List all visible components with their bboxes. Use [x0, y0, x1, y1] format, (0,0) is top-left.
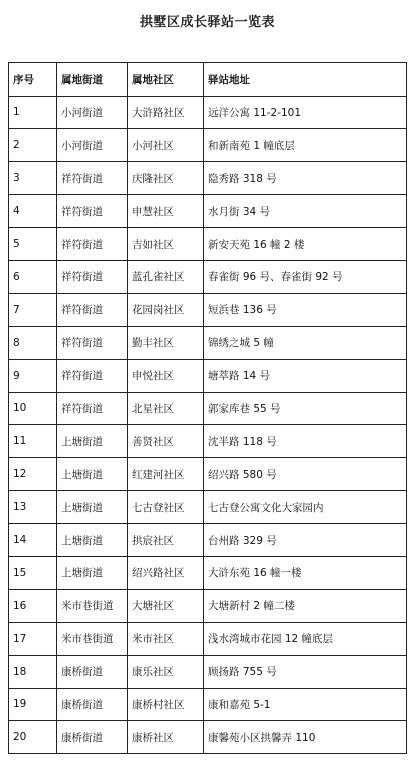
cell-address: 短浜巷 136 号: [204, 293, 407, 326]
cell-index: 15: [9, 556, 57, 589]
cell-community: 红建河社区: [128, 458, 204, 491]
cell-index: 13: [9, 491, 57, 524]
cell-street: 上塘街道: [57, 491, 128, 524]
station-table: [8, 62, 407, 754]
cell-index: 6: [9, 260, 57, 293]
cell-community: 绍兴路社区: [128, 556, 204, 589]
cell-street: 祥符街道: [57, 162, 128, 195]
cell-address: 台州路 329 号: [204, 524, 407, 557]
cell-community: 七古登社区: [128, 491, 204, 524]
table-body: [9, 96, 407, 754]
cell-community: 康桥社区: [128, 721, 204, 754]
cell-community: 花园岗社区: [128, 293, 204, 326]
table-row: [9, 688, 407, 721]
document-title: 拱墅区成长驿站一览表: [139, 15, 275, 30]
table-row: [9, 326, 407, 359]
table-row: [9, 556, 407, 589]
table-row: [9, 228, 407, 261]
cell-address: 春雀街 96 号、春雀街 92 号: [204, 260, 407, 293]
cell-street: 上塘街道: [57, 556, 128, 589]
cell-address: 浅水湾城市花园 12 幢底层: [204, 622, 407, 655]
cell-address: 郭家库巷 55 号: [204, 392, 407, 425]
table-row: [9, 162, 407, 195]
cell-community: 大塘社区: [128, 589, 204, 622]
table-row: [9, 524, 407, 557]
table-header-row: [9, 63, 407, 97]
cell-street: 康桥街道: [57, 688, 128, 721]
cell-index: 9: [9, 359, 57, 392]
cell-street: 上塘街道: [57, 458, 128, 491]
cell-index: 3: [9, 162, 57, 195]
cell-address: 康馨苑小区拱馨弄 110: [204, 721, 407, 754]
cell-index: 14: [9, 524, 57, 557]
table-row: [9, 359, 407, 392]
cell-address: 和新南苑 1 幢底层: [204, 129, 407, 162]
table-row: [9, 589, 407, 622]
cell-street: 祥符街道: [57, 195, 128, 228]
cell-community: 拱宸社区: [128, 524, 204, 557]
cell-community: 庆隆社区: [128, 162, 204, 195]
cell-street: 康桥街道: [57, 655, 128, 688]
cell-street: 祥符街道: [57, 392, 128, 425]
cell-address: 隐秀路 318 号: [204, 162, 407, 195]
cell-community: 康乐社区: [128, 655, 204, 688]
cell-street: 祥符街道: [57, 326, 128, 359]
header-index: 序号: [9, 63, 57, 97]
cell-index: 8: [9, 326, 57, 359]
cell-address: 绍兴路 580 号: [204, 458, 407, 491]
cell-address: 新安天苑 16 幢 2 楼: [204, 228, 407, 261]
cell-street: 祥符街道: [57, 359, 128, 392]
cell-index: 12: [9, 458, 57, 491]
cell-street: 上塘街道: [57, 524, 128, 557]
cell-street: 米市巷街道: [57, 589, 128, 622]
cell-community: 小河社区: [128, 129, 204, 162]
cell-street: 祥符街道: [57, 228, 128, 261]
table-row: [9, 458, 407, 491]
cell-index: 7: [9, 293, 57, 326]
cell-index: 20: [9, 721, 57, 754]
table-row: [9, 293, 407, 326]
header-address: 驿站地址: [204, 63, 407, 97]
table-row: [9, 721, 407, 754]
cell-address: 塘萃路 14 号: [204, 359, 407, 392]
cell-community: 蓝孔雀社区: [128, 260, 204, 293]
table-row: [9, 491, 407, 524]
table-row: [9, 129, 407, 162]
cell-address: 水月街 34 号: [204, 195, 407, 228]
cell-index: 1: [9, 96, 57, 129]
cell-street: 小河街道: [57, 96, 128, 129]
cell-address: 顾扬路 755 号: [204, 655, 407, 688]
cell-address: 七古登公寓文化大家园内: [204, 491, 407, 524]
cell-address: 康和嘉苑 5-1: [204, 688, 407, 721]
cell-community: 申悦社区: [128, 359, 204, 392]
cell-community: 北星社区: [128, 392, 204, 425]
cell-index: 16: [9, 589, 57, 622]
cell-address: 远洋公寓 11-2-101: [204, 96, 407, 129]
cell-address: 锦绣之城 5 幢: [204, 326, 407, 359]
table-row: [9, 622, 407, 655]
cell-community: 康桥村社区: [128, 688, 204, 721]
cell-community: 大浒路社区: [128, 96, 204, 129]
table-row: [9, 260, 407, 293]
cell-community: 勤丰社区: [128, 326, 204, 359]
cell-address: 大塘新村 2 幢二楼: [204, 589, 407, 622]
cell-index: 19: [9, 688, 57, 721]
cell-index: 11: [9, 425, 57, 458]
cell-community: 米市社区: [128, 622, 204, 655]
cell-index: 4: [9, 195, 57, 228]
cell-community: 吉如社区: [128, 228, 204, 261]
header-street: 属地街道: [57, 63, 128, 97]
header-community: 属地社区: [128, 63, 204, 97]
cell-index: 10: [9, 392, 57, 425]
cell-street: 米市巷街道: [57, 622, 128, 655]
table-row: [9, 425, 407, 458]
table-row: [9, 195, 407, 228]
cell-community: 申慧社区: [128, 195, 204, 228]
cell-address: 沈半路 118 号: [204, 425, 407, 458]
table-row: [9, 655, 407, 688]
table-row: [9, 96, 407, 129]
cell-community: 善贤社区: [128, 425, 204, 458]
cell-street: 康桥街道: [57, 721, 128, 754]
table-row: [9, 392, 407, 425]
cell-index: 5: [9, 228, 57, 261]
cell-street: 祥符街道: [57, 260, 128, 293]
cell-street: 祥符街道: [57, 293, 128, 326]
cell-street: 上塘街道: [57, 425, 128, 458]
cell-index: 2: [9, 129, 57, 162]
cell-street: 小河街道: [57, 129, 128, 162]
cell-index: 18: [9, 655, 57, 688]
cell-address: 大浒东苑 16 幢一楼: [204, 556, 407, 589]
cell-index: 17: [9, 622, 57, 655]
